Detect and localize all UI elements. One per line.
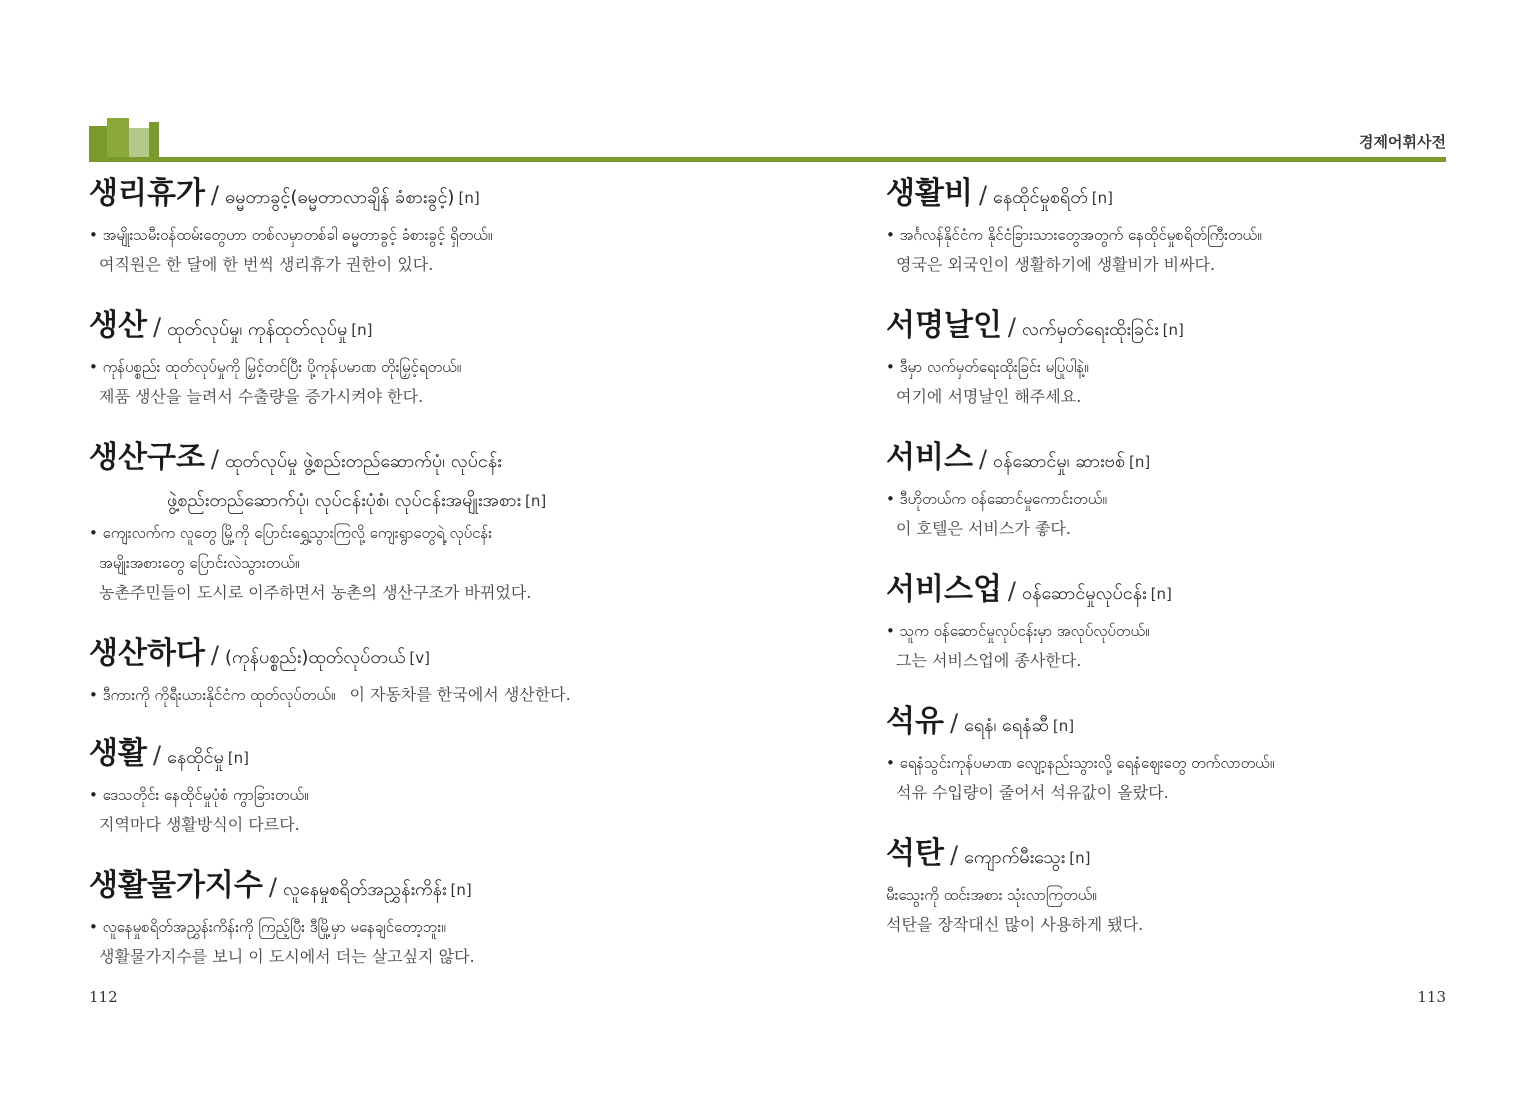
example-korean: 여기에 서명날인 해주세요. bbox=[896, 387, 1082, 406]
example-korean: 농촌주민들이 도시로 이주하면서 농촌의 생산구조가 바뀌었다. bbox=[99, 583, 532, 602]
entry-saengnihyuga: 생리휴가 / ဓမ္မတာခွင့်(ဓမ္မတာလာချိန် ခံစားခွင့်) [n] • အမျိုးသမီးဝန်ထမ်းတွေဟာ တစ်လမှာတစ်ခါ ဓမ္မတာခွင့် ခံစားခွင့် ရှိတယ်။ 여직원은 한 달에 한 번씩 생리휴가 권한이 있다. bbox=[89, 172, 709, 304]
example-burmese: • လူနေမှုစရိတ်အညွှန်းကိန်းကို ကြည့်ပြီး ဒီမြို့မှာ မနေချင်တော့ဘူး။ bbox=[89, 918, 446, 936]
example-burmese: • သူက ဝန်ဆောင်မှုလုပ်ငန်းမှာ အလုပ်လုပ်တယ်။ bbox=[886, 622, 1150, 640]
book-title: 경제어휘사전 bbox=[1359, 133, 1446, 151]
entry-saengsan: 생산 / ထုတ်လုပ်မှု၊ ကုန်ထုတ်လုပ်မှု [n] • ကုန်ပစ္စည်း ထုတ်လုပ်မှုကို မြှင့်တင်ပြီး ပို့ကုန်ပမာဏ တိုးမြှင့်ရတယ်။ 제품 생산을 늘려서 수출량을 증가시켜야 한다. bbox=[89, 304, 709, 436]
gloss: လူနေမှုစရိတ်အညွှန်းကိန်း bbox=[282, 879, 447, 900]
part-of-speech: [n] bbox=[351, 321, 373, 339]
example-burmese: • ဒေသတိုင်း နေထိုင်မှုပုံစံ ကွာခြားတယ်။ bbox=[89, 786, 309, 804]
part-of-speech: [n] bbox=[458, 189, 480, 207]
gloss-continued: ဖွဲ့စည်းတည်ဆောက်ပုံ၊ လုပ်ငန်းပုံစံ၊ လုပ်ငန်းအမျိုးအစား bbox=[167, 490, 522, 511]
gloss: ဝန်ဆောင်မှု၊ ဆားဗစ် bbox=[993, 451, 1125, 472]
entry-saenghwalbi: 생활비 / နေထိုင်မှုစရိတ် [n] • အင်္ဂလန်နိုင်ငံက နိုင်ငံခြားသားတွေအတွက် နေထိုင်မှုစရိတ်ကြီးတယ်။ 영국은 외국인이 생활하기에 생활비가 비싸다. bbox=[886, 172, 1506, 304]
gloss: ထုတ်လုပ်မှု ဖွဲ့စည်းတည်ဆောက်ပုံ၊ လုပ်ငန်း bbox=[225, 451, 502, 472]
example-burmese: • ကျေးလက်က လူတွေ မြို့ကို ပြောင်းရွှေ့သွားကြလို့ ကျေးရွာတွေရဲ့ လုပ်ငန်း bbox=[89, 524, 493, 542]
part-of-speech: [n] bbox=[1091, 189, 1114, 207]
headword: 서명날인 bbox=[886, 308, 1002, 343]
part-of-speech: [n] bbox=[1069, 849, 1091, 867]
example-korean: 이 호텔은 서비스가 좋다. bbox=[896, 519, 1071, 538]
headword: 서비스 bbox=[886, 440, 973, 475]
entry-saengsanhada: 생산하다 / (ကုန်ပစ္စည်း)ထုတ်လုပ်တယ် [v] • ဒီကားကို ကိုရီးယားနိုင်ငံက ထုတ်လုပ်တယ်။ 이 자동차를 한국에서 생산한다. bbox=[89, 636, 571, 704]
part-of-speech: [n] bbox=[1150, 585, 1172, 603]
headword: 생산구조 bbox=[89, 440, 205, 475]
part-of-speech: [n] bbox=[227, 749, 250, 767]
part-of-speech: [n] bbox=[450, 881, 472, 899]
example-burmese: • အင်္ဂလန်နိုင်ငံက နိုင်ငံခြားသားတွေအတွက် နေထိုင်မှုစရိတ်ကြီးတယ်။ bbox=[886, 226, 1262, 244]
example-burmese: • အမျိုးသမီးဝန်ထမ်းတွေဟာ တစ်လမှာတစ်ခါ ဓမ္မတာခွင့် ခံစားခွင့် ရှိတယ်။ bbox=[89, 226, 493, 244]
part-of-speech: [n] bbox=[1162, 321, 1184, 339]
gloss: လက်မှတ်ရေးထိုးခြင်း bbox=[1022, 319, 1159, 340]
gloss: ဓမ္မတာခွင့်(ဓမ္မတာလာချိန် ခံစားခွင့်) bbox=[225, 187, 455, 208]
example-burmese: မီးသွေးကို ထင်းအစား သုံးလာကြတယ်။ bbox=[886, 886, 1097, 904]
entry-seogyu: 석유 / ရေနံ၊ ရေနံဆီ [n] • ရေနံသွင်းကုန်ပမာဏ လျော့နည်းသွားလို့ ရေနံဈေးတွေ တက်လာတယ်။ 석유 수입량이 줄어서 석유값이 올랐다. bbox=[886, 700, 1506, 832]
example-korean: 그는 서비스업에 종사한다. bbox=[896, 651, 1082, 670]
entry-seobiseueop: 서비스업 / ဝန်ဆောင်မှုလုပ်ငန်း [n] • သူက ဝန်ဆောင်မှုလုပ်ငန်းမှာ အလုပ်လုပ်တယ်။ 그는 서비스업에 종사한다. bbox=[886, 568, 1506, 700]
headword: 생활비 bbox=[886, 176, 973, 211]
part-of-speech: [v] bbox=[409, 649, 431, 667]
headword: 생산 bbox=[89, 308, 147, 343]
gloss: ထုတ်လုပ်မှု၊ ကုန်ထုတ်လုပ်မှု bbox=[167, 319, 348, 340]
header-rule bbox=[89, 157, 1446, 162]
gloss: (ကုန်ပစ္စည်း)ထုတ်လုပ်တယ် bbox=[225, 647, 406, 668]
example-burmese: • ဒီကားကို ကိုရီးယားနိုင်ငံက ထုတ်လုပ်တယ်။ bbox=[89, 686, 336, 704]
entry-saenghwal-mulgajisu: 생활물가지수 / လူနေမှုစရိတ်အညွှန်းကိန်း [n] • လူနေမှုစရိတ်အညွှန်းကိန်းကို ကြည့်ပြီး ဒီမြို့မှာ မနေချင်တော့ဘူး။ 생활물가지수를 보니 이 도시에서 더는 살고싶지 않다. bbox=[89, 864, 709, 972]
example-burmese-continued: အမျိုးအစားတွေ ပြောင်းလဲသွားတယ်။ bbox=[99, 554, 300, 572]
example-korean: 석유 수입량이 줄어서 석유값이 올랐다. bbox=[896, 783, 1169, 802]
headword: 서비스업 bbox=[886, 572, 1002, 607]
example-korean: 여직원은 한 달에 한 번씩 생리휴가 권한이 있다. bbox=[99, 255, 434, 274]
example-korean: 이 자동차를 한국에서 생산한다. bbox=[349, 685, 571, 704]
headword: 생리휴가 bbox=[89, 176, 205, 211]
example-burmese: • ဒီမှာ လက်မှတ်ရေးထိုးခြင်း မပြုပါနဲ့။ bbox=[886, 358, 1089, 376]
part-of-speech: [n] bbox=[1052, 717, 1075, 735]
example-korean: 제품 생산을 늘려서 수출량을 증가시켜야 한다. bbox=[99, 387, 424, 406]
headword: 생활물가지수 bbox=[89, 868, 263, 903]
gloss: ဝန်ဆောင်မှုလုပ်ငန်း bbox=[1022, 583, 1147, 604]
right-column bbox=[886, 172, 1506, 940]
page-number-left: 112 bbox=[89, 988, 118, 1006]
gloss: နေထိုင်မှုစရိတ် bbox=[993, 187, 1088, 208]
gloss: နေထိုင်မှု bbox=[167, 747, 224, 768]
headword: 석유 bbox=[886, 704, 944, 739]
left-column bbox=[89, 172, 709, 972]
headword: 석탄 bbox=[886, 836, 944, 871]
example-burmese: • ဒီဟိုတယ်က ဝန်ဆောင်မှုကောင်းတယ်။ bbox=[886, 490, 1107, 508]
entry-saenghwal: 생활 / နေထိုင်မှု [n] • ဒေသတိုင်း နေထိုင်မှုပုံစံ ကွာခြားတယ်။ 지역마다 생활방식이 다르다. bbox=[89, 732, 709, 864]
example-korean: 생활물가지수를 보니 이 도시에서 더는 살고싶지 않다. bbox=[99, 947, 475, 966]
example-korean: 영국은 외국인이 생활하기에 생활비가 비싸다. bbox=[896, 255, 1216, 274]
example-burmese: • ရေနံသွင်းကုန်ပမာဏ လျော့နည်းသွားလို့ ရေနံဈေးတွေ တက်လာတယ်။ bbox=[886, 754, 1275, 772]
gloss: ရေနံ၊ ရေနံဆီ bbox=[964, 715, 1049, 736]
headword: 생활 bbox=[89, 736, 147, 771]
entry-seobiseu: 서비스 / ဝန်ဆောင်မှု၊ ဆားဗစ် [n] • ဒီဟိုတယ်က ဝန်ဆောင်မှုကောင်းတယ်။ 이 호텔은 서비스가 좋다. bbox=[886, 436, 1506, 568]
example-burmese: • ကုန်ပစ္စည်း ထုတ်လုပ်မှုကို မြှင့်တင်ပြီး ပို့ကုန်ပမာဏ တိုးမြှင့်ရတယ်။ bbox=[89, 358, 462, 376]
part-of-speech: [n] bbox=[525, 492, 547, 510]
example-korean: 석탄을 장작대신 많이 사용하게 됐다. bbox=[886, 915, 1144, 934]
entry-seoktan: 석탄 / ကျောက်မီးသွေး [n] မီးသွေးကို ထင်းအစား သုံးလာကြတယ်။ 석탄을 장작대신 많이 사용하게 됐다. bbox=[886, 832, 1506, 940]
entry-saengsan-gujo: 생산구조 / ထုတ်လုပ်မှု ဖွဲ့စည်းတည်ဆောက်ပုံ၊ လုပ်ငန်း ဖွဲ့စည်းတည်ဆောက်ပုံ၊ လုပ်ငန်းပုံစံ၊ လုပ်ငန်းအမျိုးအစား [n] • ကျေးလက်က လူတွေ မြို့ကို ပြောင်းရွှေ့သွားကြလို့ ကျေးရွာတွေရဲ့ လုပ်ငန်း အမျိုးအစားတွေ ပြောင်းလဲသွားတယ်။ 농촌주민들이 도시로 이주하면서 농촌의 생산구조가 바뀌었다. bbox=[89, 436, 709, 632]
gloss: ကျောက်မီးသွေး bbox=[964, 847, 1066, 868]
headword: 생산하다 bbox=[89, 636, 205, 671]
entry-seomyeongnalin: 서명날인 / လက်မှတ်ရေးထိုးခြင်း [n] • ဒီမှာ လက်မှတ်ရေးထိုးခြင်း မပြုပါနဲ့။ 여기에 서명날인 해주세요. bbox=[886, 304, 1506, 436]
part-of-speech: [n] bbox=[1128, 453, 1151, 471]
page-number-right: 113 bbox=[1417, 988, 1446, 1006]
header-decoration bbox=[89, 118, 159, 158]
example-korean: 지역마다 생활방식이 다르다. bbox=[99, 815, 300, 834]
